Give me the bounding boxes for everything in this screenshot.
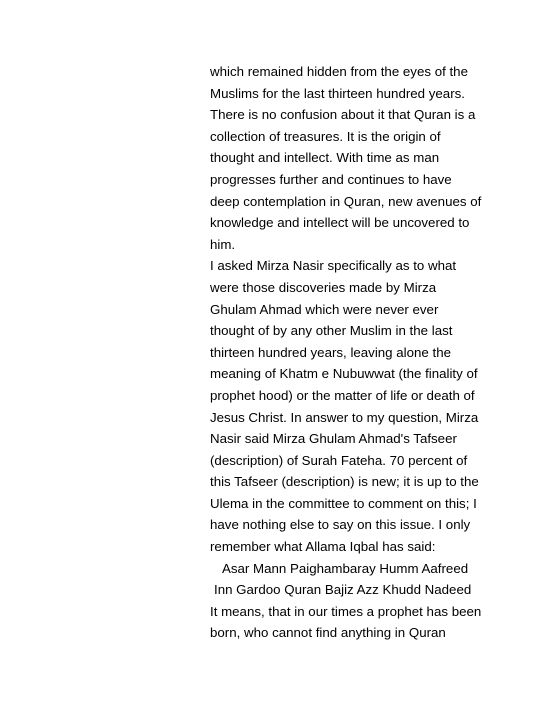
text-line: Ghulam Ahmad which were never ever: [210, 301, 439, 317]
text-line: thirteen hundred years, leaving alone the: [210, 344, 451, 360]
body-text: [210, 61, 480, 644]
text-line: which remained hidden from the eyes of the: [210, 64, 468, 79]
text-line: Muslims for the last thirteen hundred years.: [210, 85, 465, 101]
text-line: progresses further and continues to have: [210, 171, 452, 187]
text-line: thought of by any other Muslim in the last: [210, 323, 453, 339]
text-line: Ulema in the committee to comment on this; I: [210, 495, 477, 511]
text-line: remember what Allama Iqbal has said:: [210, 539, 436, 555]
text-line: this Tafseer (description) is new; it is up to the: [210, 474, 479, 490]
text-line: I asked Mirza Nasir specifically as to what: [210, 258, 457, 274]
text-line: collection of treasures. It is the origin of: [210, 128, 441, 144]
text-line: him.: [210, 236, 236, 252]
text-line: There is no confusion about it that Quran is a: [210, 107, 476, 123]
text-line: (description) of Surah Fateha. 70 percent of: [210, 452, 468, 468]
text-line: Jesus Christ. In answer to my question, Mirza: [210, 409, 479, 425]
text-line: knowledge and intellect will be uncovered to: [210, 215, 470, 231]
text-line: born, who cannot find anything in Quran: [210, 625, 446, 641]
verse-line: Asar Mann Paighambaray Humm Aafreed: [222, 560, 469, 576]
text-line: thought and intellect. With time as man: [210, 150, 440, 166]
text-line: were those discoveries made by Mirza: [210, 279, 437, 295]
text-line: It means, that in our times a prophet has been: [210, 603, 482, 619]
text-line: deep contemplation in Quran, new avenues of: [210, 193, 482, 209]
text-line: meaning of Khatm e Nubuwwat (the finality of: [210, 366, 478, 382]
text-line: have nothing else to say on this issue. I only: [210, 517, 471, 533]
verse-line: Inn Gardoo Quran Bajiz Azz Khudd Nadeed: [214, 582, 472, 598]
text-line: prophet hood) or the matter of life or death of: [210, 387, 475, 403]
text-line: Nasir said Mirza Ghulam Ahmad's Tafseer: [210, 431, 457, 447]
